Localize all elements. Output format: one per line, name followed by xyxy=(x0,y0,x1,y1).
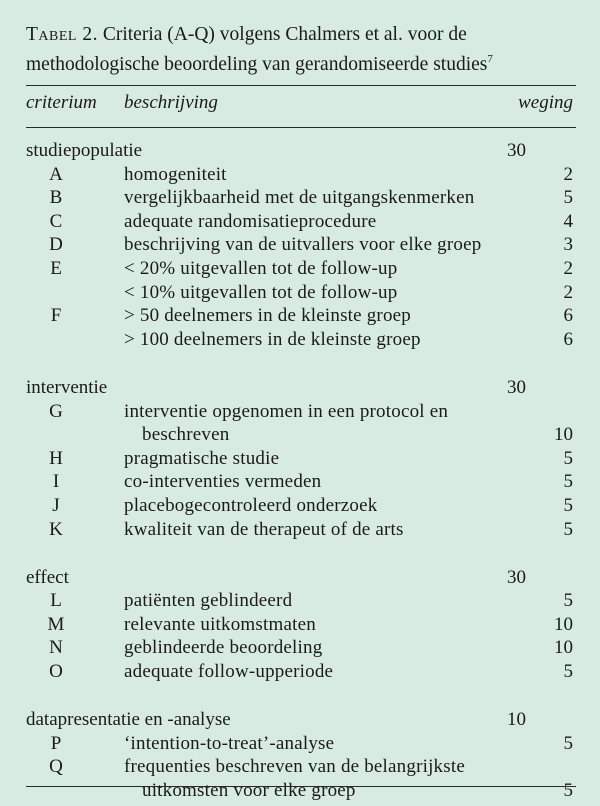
criterion-row xyxy=(0,613,600,637)
criterion-row-continuation xyxy=(0,779,600,803)
criterion-weight: 5 xyxy=(563,732,573,754)
criterion-row xyxy=(0,660,600,684)
criterion-row xyxy=(0,636,600,660)
criterion-description: < 20% uitgevallen tot de follow-up xyxy=(124,258,398,279)
criterion-code: O xyxy=(49,661,63,682)
criterion-row xyxy=(0,755,600,779)
top-rule xyxy=(26,85,576,86)
criterion-description: frequenties beschreven van de belangrijkste xyxy=(124,756,465,778)
criterion-weight: 5 xyxy=(563,779,573,801)
criterion-description: co-interventies vermeden xyxy=(124,471,322,493)
criterion-code: D xyxy=(49,234,63,256)
criterion-description: beschrijving van de uitvallers voor elke groep xyxy=(124,234,482,256)
criterion-weight: 2 xyxy=(563,281,573,303)
criterion-code: I xyxy=(52,471,60,493)
bottom-rule xyxy=(26,786,576,787)
criterion-weight: 2 xyxy=(563,163,573,185)
criterion-row xyxy=(0,304,600,328)
caption-reference: 7 xyxy=(487,53,493,65)
section-title: studiepopulatie xyxy=(26,140,143,161)
criterion-description: homogeniteit xyxy=(124,163,227,185)
criterion-description: adequate randomisatieprocedure xyxy=(124,210,377,232)
criterion-code: A xyxy=(49,163,63,185)
table-caption xyxy=(26,22,576,77)
criterion-row xyxy=(0,518,600,542)
criterion-weight: 4 xyxy=(563,210,573,232)
criterion-row xyxy=(0,400,600,424)
criterion-row xyxy=(0,233,600,257)
criterion-code: P xyxy=(50,732,62,754)
criterion-code: K xyxy=(49,518,63,540)
criterion-description: < 10% uitgevallen tot de follow-up xyxy=(124,281,398,303)
criterion-row xyxy=(0,281,600,305)
section-heading xyxy=(0,376,600,400)
section-weight: 30 xyxy=(507,566,526,588)
section-heading xyxy=(0,566,600,590)
criterion-row xyxy=(0,210,600,234)
section-heading xyxy=(0,708,600,732)
criterion-row xyxy=(0,328,600,352)
section-weight: 30 xyxy=(507,376,526,398)
section-title: interventie xyxy=(26,376,108,398)
criterion-description: relevante uitkomstmaten xyxy=(124,613,316,635)
criterion-description: interventie opgenomen in een protocol en xyxy=(124,400,449,422)
criterion-weight: 10 xyxy=(554,613,573,635)
section-weight: 30 xyxy=(507,140,526,161)
criterion-weight: 2 xyxy=(563,258,573,279)
criterion-code: J xyxy=(52,494,60,516)
criterion-code: E xyxy=(50,258,62,279)
criterion-row xyxy=(0,470,600,494)
criterion-code: Q xyxy=(49,756,63,778)
criterion-row xyxy=(0,257,600,281)
criterion-weight: 5 xyxy=(563,187,573,209)
criterion-code: B xyxy=(49,187,63,209)
criterion-description: adequate follow-upperiode xyxy=(124,661,334,682)
criterion-description: pragmatische studie xyxy=(124,447,280,469)
criterion-description: geblindeerde beoordeling xyxy=(124,637,323,659)
criterion-code: G xyxy=(49,400,63,422)
criterion-code: C xyxy=(49,210,63,232)
criterion-description: ‘intention-to-treat’-analyse xyxy=(124,732,335,754)
header-rule xyxy=(26,127,576,128)
section-heading xyxy=(0,139,600,163)
criterion-row xyxy=(0,732,600,756)
criterion-weight: 5 xyxy=(563,661,573,682)
criterion-weight: 5 xyxy=(563,590,573,612)
criterion-description: kwaliteit van de therapeut of de arts xyxy=(124,518,404,540)
criterion-code: H xyxy=(49,447,63,469)
section-title: effect xyxy=(26,566,69,588)
criterion-weight: 10 xyxy=(554,637,573,659)
criterion-code: L xyxy=(50,590,62,612)
criterion-weight: 5 xyxy=(563,494,573,516)
criterion-weight: 5 xyxy=(563,447,573,469)
criterion-row xyxy=(0,494,600,518)
criterion-description: placebogecontroleerd onderzoek xyxy=(124,494,378,516)
criterion-weight: 5 xyxy=(563,518,573,540)
criterion-description-cont: uitkomsten voor elke groep xyxy=(142,779,356,801)
criterion-description: > 100 deelnemers in de kleinste groep xyxy=(124,328,421,350)
criterion-row xyxy=(0,447,600,471)
criterion-code: F xyxy=(50,305,62,327)
criterion-code: M xyxy=(47,613,65,635)
criterion-description-cont: beschreven xyxy=(142,424,230,446)
header-criterium: criterium xyxy=(26,92,97,113)
caption-label: Tabel 2. xyxy=(26,24,98,45)
criterion-weight: 5 xyxy=(563,471,573,493)
criterion-row xyxy=(0,589,600,613)
section-title: datapresentatie en -analyse xyxy=(26,709,231,731)
criterion-weight: 6 xyxy=(563,305,573,327)
criterion-row-continuation xyxy=(0,423,600,447)
criterion-weight: 6 xyxy=(563,328,573,350)
criterion-description: patiënten geblindeerd xyxy=(124,590,293,612)
header-weging: weging xyxy=(518,92,573,113)
section-weight: 10 xyxy=(507,709,526,731)
criterion-code: N xyxy=(49,637,63,659)
criterion-weight: 3 xyxy=(563,234,573,256)
criterion-description: > 50 deelnemers in de kleinste groep xyxy=(124,305,411,327)
criterion-row xyxy=(0,163,600,187)
caption-text: Criteria (A-Q) volgens Chalmers et al. voor de methodologische beoordeling van gerandomiseerde studies xyxy=(26,24,488,75)
criterion-weight: 10 xyxy=(554,424,573,446)
criterion-description: vergelijkbaarheid met de uitgangskenmerken xyxy=(124,187,475,209)
criterion-row xyxy=(0,186,600,210)
header-beschrijving: beschrijving xyxy=(124,92,218,113)
